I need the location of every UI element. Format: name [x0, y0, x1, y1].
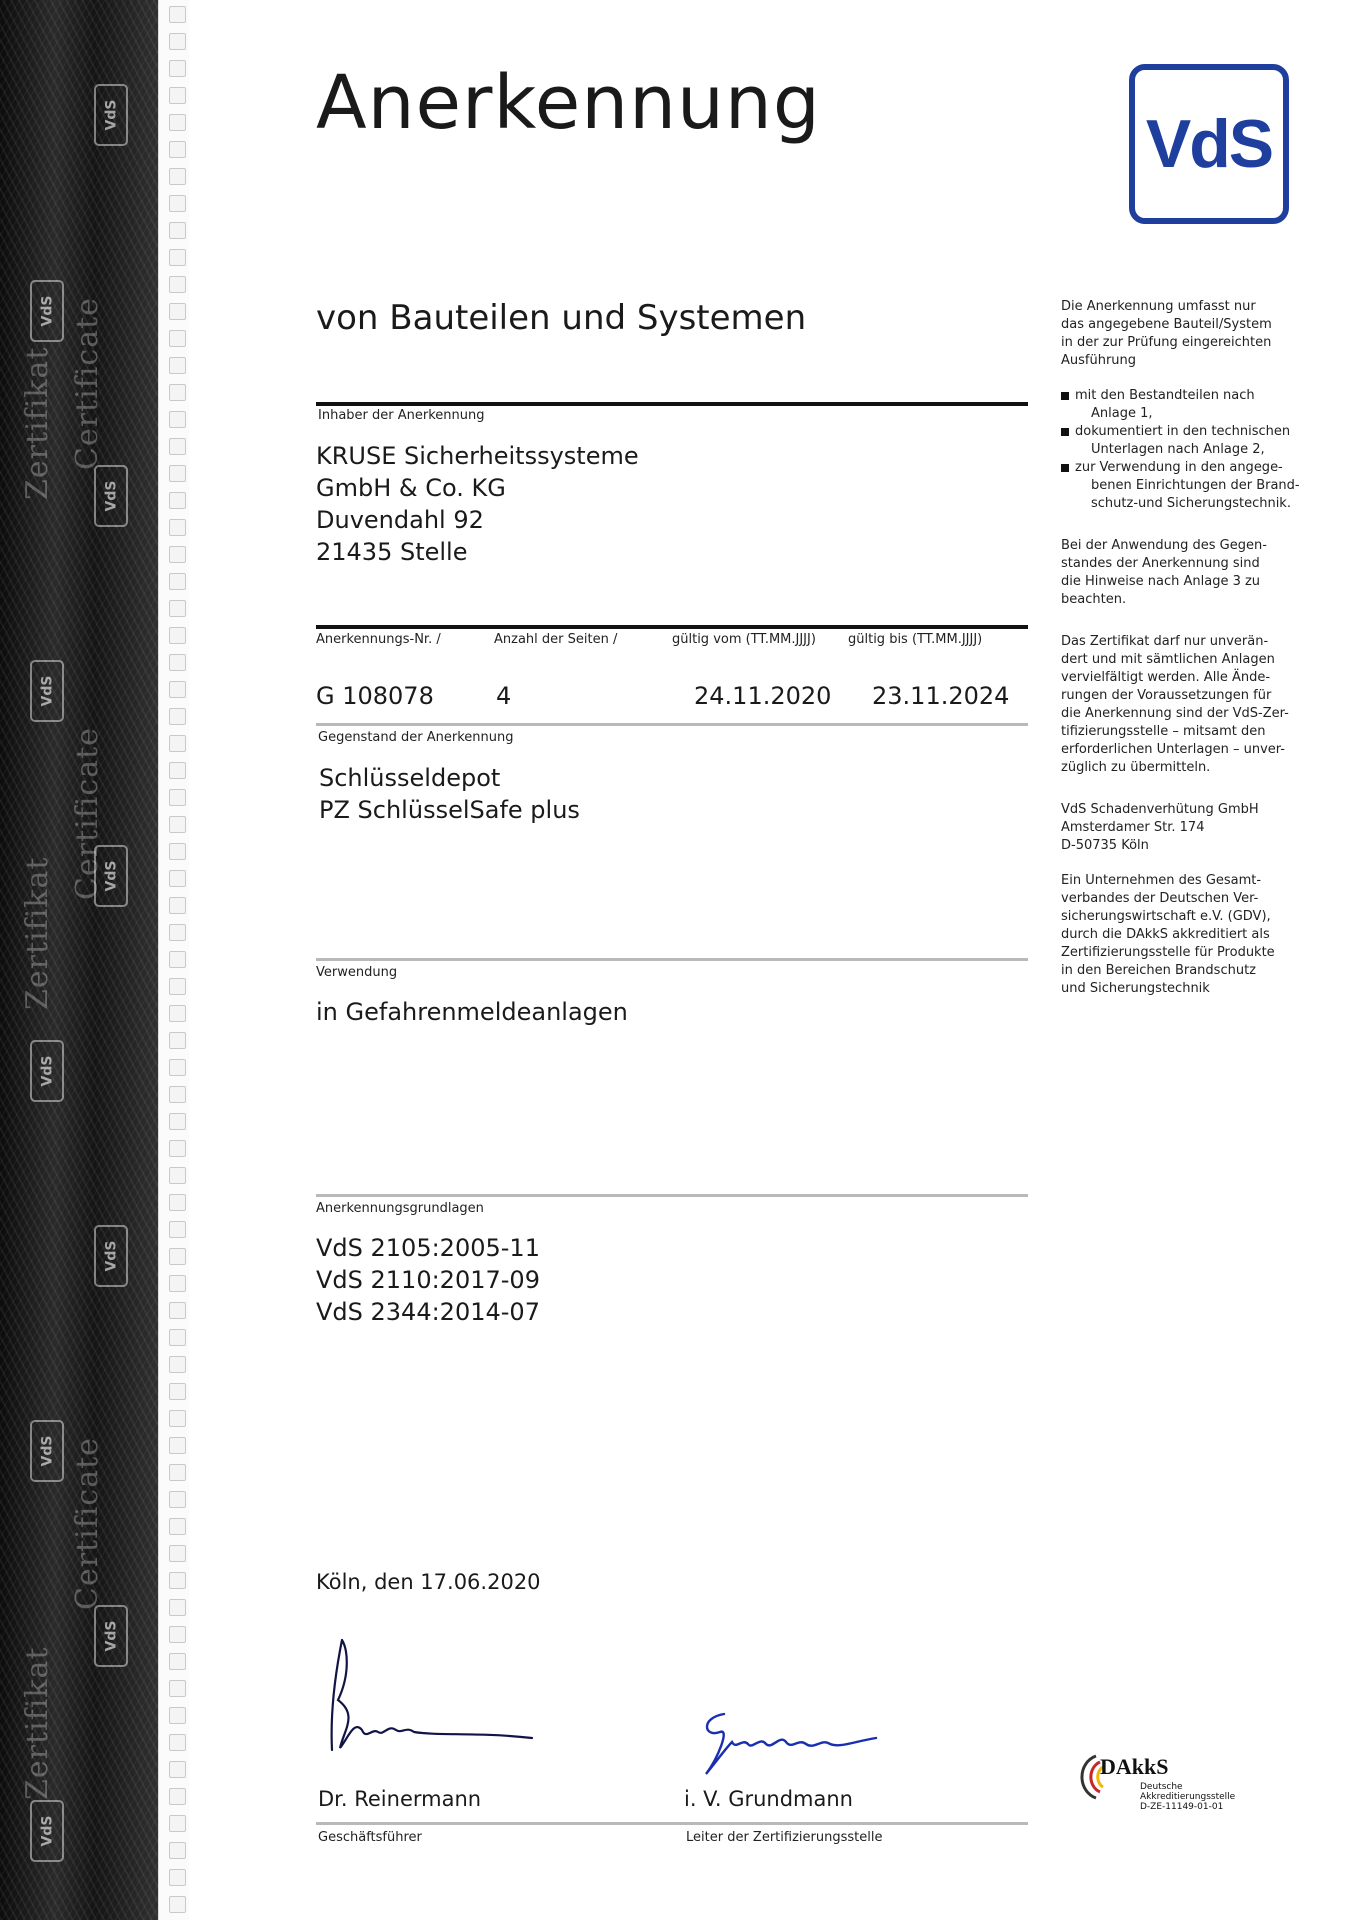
sidebar-bullet: [1061, 423, 1301, 459]
section-rule: [316, 958, 1028, 961]
vds-mini-logo: VdS: [30, 280, 64, 342]
sidebar-line: die Hinweise nach Anlage 3 zu: [1061, 574, 1261, 589]
strip-cell: [169, 1491, 186, 1508]
strip-cell: [169, 1653, 186, 1670]
sidebar-line: Amsterdamer Str. 174: [1061, 820, 1205, 835]
signer-name: i. V. Grundmann: [684, 1787, 853, 1811]
sidebar-line: züglich zu übermitteln.: [1061, 760, 1211, 775]
sidebar-intro: [1061, 298, 1301, 370]
sidebar-line: die Anerkennung sind der VdS-Zer-: [1061, 706, 1289, 721]
vds-mini-logo: VdS: [30, 1420, 64, 1482]
pages-label: Anzahl der Seiten /: [494, 632, 618, 647]
usage-text: in Gefahrenmeldeanlagen: [316, 998, 628, 1026]
sidebar-line: vervielfältigt werden. Alle Ände-: [1061, 670, 1271, 685]
sidebar-line: standes der Anerkennung sind: [1061, 556, 1260, 571]
holder-line: Duvendahl 92: [316, 506, 484, 534]
watermark-text: Zertifikat: [20, 1646, 55, 1800]
strip-cell: [169, 1410, 186, 1427]
sidebar-notes: [1061, 298, 1301, 998]
usage-label: Verwendung: [316, 965, 398, 980]
strip-cell: [169, 222, 186, 239]
holder-address: [316, 440, 639, 568]
sidebar-bullet: [1061, 459, 1301, 513]
strip-cell: [169, 1545, 186, 1562]
strip-cell: [169, 1788, 186, 1805]
strip-cell: [169, 1005, 186, 1022]
sidebar-line: dokumentiert in den technischen: [1075, 424, 1291, 439]
subject-text: [319, 762, 580, 826]
sidebar-line: beachten.: [1061, 592, 1127, 607]
sidebar-line: VdS Schadenverhütung GmbH: [1061, 802, 1259, 817]
signer-role: Leiter der Zertifizierungsstelle: [686, 1830, 883, 1845]
strip-cell: [169, 1194, 186, 1211]
sidebar-line: Anlage 1,: [1091, 406, 1153, 421]
number-label: Anerkennungs-Nr. /: [316, 632, 441, 647]
vds-mini-logo: VdS: [94, 84, 128, 146]
signer-role: Geschäftsführer: [318, 1830, 422, 1845]
certificate-number: G 108078: [316, 682, 434, 710]
holder-line: 21435 Stelle: [316, 538, 468, 566]
watermark-text: Certificate: [70, 297, 105, 470]
sidebar-line: benen Einrichtungen der Brand-: [1091, 478, 1300, 493]
strip-cell: [169, 843, 186, 860]
strip-cell: [169, 330, 186, 347]
place-date: Köln, den 17.06.2020: [316, 1570, 541, 1594]
document-subtitle: von Bauteilen und Systemen: [316, 298, 807, 338]
vds-mini-logo: VdS: [94, 845, 128, 907]
strip-cell: [169, 789, 186, 806]
strip-cell: [169, 1059, 186, 1076]
sidebar-line: Ausführung: [1061, 353, 1137, 368]
strip-cell: [169, 1302, 186, 1319]
strip-cell: [169, 6, 186, 23]
strip-cell: [169, 573, 186, 590]
vds-mini-logo: VdS: [94, 1225, 128, 1287]
sidebar-line: verbandes der Deutschen Ver-: [1061, 891, 1259, 906]
strip-cell: [169, 1167, 186, 1184]
strip-cell: [169, 735, 186, 752]
section-rule: [316, 1822, 1028, 1825]
sidebar-bullets: [1061, 387, 1301, 513]
sidebar-line: in der zur Prüfung eingereichten: [1061, 335, 1272, 350]
basis-label: Anerkennungsgrundlagen: [316, 1201, 484, 1216]
sidebar-line: tifizierungsstelle – mitsamt den: [1061, 724, 1266, 739]
sidebar-paragraph: [1061, 633, 1301, 777]
valid-from-date: 24.11.2020: [694, 682, 832, 710]
holder-line: KRUSE Sicherheitssysteme: [316, 442, 639, 470]
strip-cell: [169, 681, 186, 698]
section-rule: [316, 625, 1028, 629]
strip-cell: [169, 168, 186, 185]
strip-cell: [169, 384, 186, 401]
sidebar-line: Zertifizierungsstelle für Produkte: [1061, 945, 1275, 960]
sidebar-line: sicherungswirtschaft e.V. (GDV),: [1061, 909, 1271, 924]
sidebar-line: und Sicherungstechnik: [1061, 981, 1210, 996]
sidebar-address: [1061, 801, 1301, 855]
signature-grundmann: [690, 1708, 890, 1788]
strip-cell: [169, 519, 186, 536]
strip-cell: [169, 627, 186, 644]
strip-cell: [169, 465, 186, 482]
strip-cell: [169, 546, 186, 563]
basis-item: VdS 2110:2017-09: [316, 1266, 540, 1294]
valid-to-date: 23.11.2024: [872, 682, 1010, 710]
vds-mini-logo: VdS: [30, 660, 64, 722]
strip-cell: [169, 870, 186, 887]
watermark-text: Zertifikat: [20, 856, 55, 1010]
strip-cell: [169, 357, 186, 374]
decorative-band: [0, 0, 158, 1920]
sidebar-line: Unterlagen nach Anlage 2,: [1091, 442, 1265, 457]
vds-mini-logo: VdS: [94, 465, 128, 527]
strip-cell: [169, 951, 186, 968]
basis-item: VdS 2344:2014-07: [316, 1298, 540, 1326]
document-title: Anerkennung: [316, 60, 821, 146]
strip-cell: [169, 1572, 186, 1589]
sidebar-line: zur Verwendung in den angege-: [1075, 460, 1283, 475]
strip-cell: [169, 276, 186, 293]
dakks-line: Akkreditierungsstelle: [1140, 1792, 1236, 1802]
sidebar-paragraph: [1061, 872, 1301, 998]
sidebar-line: Die Anerkennung umfasst nur: [1061, 299, 1256, 314]
basis-list: [316, 1232, 540, 1328]
strip-cell: [169, 1734, 186, 1751]
strip-cell: [169, 762, 186, 779]
watermark-text: Zertifikat: [20, 346, 55, 500]
vds-mini-logo: VdS: [94, 1605, 128, 1667]
subject-line: PZ SchlüsselSafe plus: [319, 796, 580, 824]
section-rule: [316, 1194, 1028, 1197]
vds-logo: VdS: [1129, 64, 1289, 224]
sidebar-line: schutz-und Sicherungstechnik.: [1091, 496, 1291, 511]
strip-cell: [169, 195, 186, 212]
strip-cell: [169, 1275, 186, 1292]
page-count: 4: [496, 682, 512, 710]
sidebar-line: Bei der Anwendung des Gegen-: [1061, 538, 1267, 553]
vds-mini-logo: VdS: [30, 1040, 64, 1102]
strip-cell: [169, 1437, 186, 1454]
strip-cell: [169, 708, 186, 725]
sidebar-line: D-50735 Köln: [1061, 838, 1149, 853]
strip-cell: [169, 1896, 186, 1913]
strip-cell: [169, 1707, 186, 1724]
section-rule: [316, 402, 1028, 406]
basis-item: VdS 2105:2005-11: [316, 1234, 540, 1262]
watermark-text: Certificate: [70, 727, 105, 900]
sidebar-line: durch die DAkkS akkreditiert als: [1061, 927, 1270, 942]
strip-cell: [169, 303, 186, 320]
strip-cell: [169, 114, 186, 131]
strip-cell: [169, 492, 186, 509]
strip-cell: [169, 60, 186, 77]
sidebar-line: dert und mit sämtlichen Anlagen: [1061, 652, 1275, 667]
strip-cell: [169, 1221, 186, 1238]
strip-cell: [169, 1248, 186, 1265]
sidebar-line: Das Zertifikat darf nur unverän-: [1061, 634, 1269, 649]
strip-cell: [169, 1329, 186, 1346]
strip-cell: [169, 1518, 186, 1535]
holder-line: GmbH & Co. KG: [316, 474, 506, 502]
strip-cell: [169, 1626, 186, 1643]
strip-cell: [169, 1383, 186, 1400]
sidebar-line: Ein Unternehmen des Gesamt-: [1061, 873, 1262, 888]
dakks-logo: [1072, 1748, 1262, 1838]
strip-cell: [169, 1761, 186, 1778]
signature-reinermann: [318, 1620, 548, 1770]
dakks-line: Deutsche: [1140, 1782, 1183, 1792]
sidebar-bullet: [1061, 387, 1301, 423]
sidebar-line: rungen der Voraussetzungen für: [1061, 688, 1272, 703]
strip-cell: [169, 978, 186, 995]
strip-cell: [169, 600, 186, 617]
sidebar-line: das angegebene Bauteil/System: [1061, 317, 1272, 332]
dakks-name: DAkkS: [1100, 1754, 1169, 1779]
strip-cell: [169, 654, 186, 671]
signer-name: Dr. Reinermann: [318, 1787, 482, 1811]
dakks-line: D-ZE-11149-01-01: [1140, 1802, 1224, 1812]
strip-cell: [169, 1086, 186, 1103]
strip-cell: [169, 438, 186, 455]
strip-cell: [169, 249, 186, 266]
subject-label: Gegenstand der Anerkennung: [318, 730, 514, 745]
strip-cell: [169, 87, 186, 104]
strip-cell: [169, 816, 186, 833]
strip-cell: [169, 1680, 186, 1697]
subject-line: Schlüsseldepot: [319, 764, 501, 792]
sidebar-line: in den Bereichen Brandschutz: [1061, 963, 1256, 978]
strip-cell: [169, 897, 186, 914]
holder-label: Inhaber der Anerkennung: [318, 408, 485, 423]
watermark-text: Certificate: [70, 1437, 105, 1610]
strip-cell: [169, 1356, 186, 1373]
strip-cell: [169, 1464, 186, 1481]
strip-cell: [169, 924, 186, 941]
strip-cell: [169, 411, 186, 428]
valid-to-label: gültig bis (TT.MM.JJJJ): [848, 632, 983, 647]
strip-cell: [169, 1599, 186, 1616]
valid-from-label: gültig vom (TT.MM.JJJJ): [672, 632, 816, 647]
sidebar-paragraph: [1061, 537, 1301, 609]
strip-cell: [169, 1842, 186, 1859]
vds-mini-logo: VdS: [30, 1800, 64, 1862]
strip-cell: [169, 33, 186, 50]
strip-cell: [169, 1869, 186, 1886]
strip-cell: [169, 1032, 186, 1049]
strip-cell: [169, 1140, 186, 1157]
sidebar-line: mit den Bestandteilen nach: [1075, 388, 1255, 403]
strip-cell: [169, 1815, 186, 1832]
strip-cell: [169, 141, 186, 158]
strip-cell: [169, 1113, 186, 1130]
sidebar-line: erforderlichen Unterlagen – unver-: [1061, 742, 1285, 757]
security-strip: [158, 0, 189, 1920]
section-rule: [316, 723, 1028, 726]
